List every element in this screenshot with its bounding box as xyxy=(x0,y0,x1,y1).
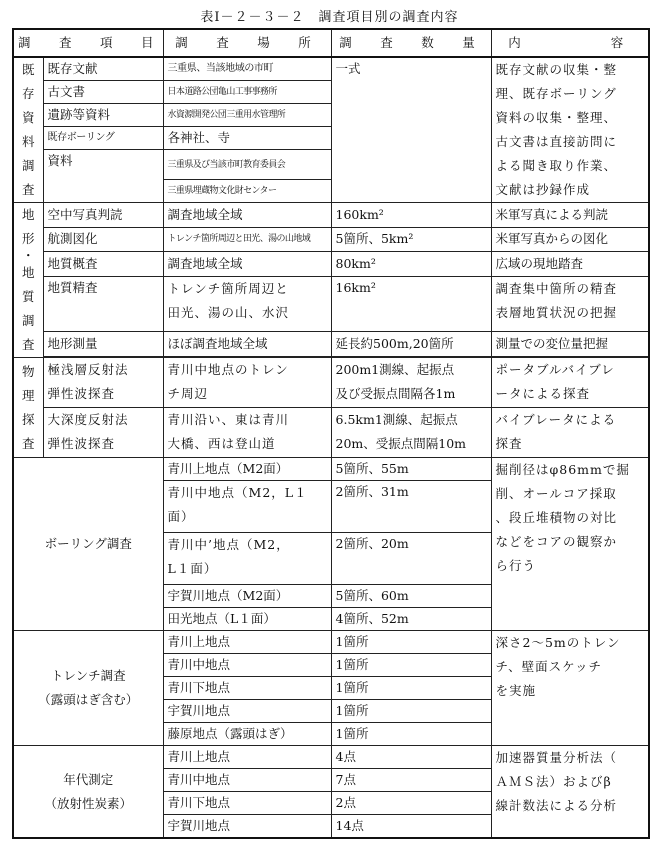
place-cell: 各神社、寺 xyxy=(163,127,331,150)
quantity-cell: 1箇所 xyxy=(331,654,491,677)
table-row xyxy=(13,358,649,408)
item-cell: 既存文献 xyxy=(43,57,163,81)
place-cell: 青川上地点 xyxy=(163,746,331,769)
place-cell: 日本道路公団亀山工事事務所 xyxy=(163,81,331,104)
quantity-cell: 5箇所、55m xyxy=(331,458,491,481)
item-cell: 古文書 xyxy=(43,81,163,104)
survey-table xyxy=(12,28,650,839)
place-cell: 青川上地点 xyxy=(163,631,331,654)
quantity-cell: 7点 xyxy=(331,769,491,792)
quantity-cell: 5箇所、60m xyxy=(331,585,491,608)
place-cell: 宇賀川地点（M2面） xyxy=(163,585,331,608)
content-cell: 米軍写真からの図化 xyxy=(491,227,649,252)
place-cell: トレンチ箇所周辺と 田光、湯の山、水沢 xyxy=(163,276,331,332)
quantity-cell: 16km² xyxy=(331,276,491,332)
item-cell: 航測図化 xyxy=(43,227,163,252)
place-cell: 三重県、当該地域の市町 xyxy=(163,57,331,81)
table-row xyxy=(13,408,649,458)
quantity-cell: 6.5km1測線、起振点 20m、受振点間隔10m xyxy=(331,408,491,458)
content-cell: バイブレータによる 探査 xyxy=(491,408,649,458)
table-row xyxy=(13,746,649,769)
category-kizon: 既 存 資 料 調 査 xyxy=(13,57,43,203)
quantity-cell: 2箇所、20m xyxy=(331,533,491,585)
category-butsuri: 物 理 探 査 xyxy=(13,358,43,458)
place-cell: ほぼ調査地域全域 xyxy=(163,332,331,357)
content-cell: 米軍写真による判読 xyxy=(491,203,649,228)
place-cell: 青川沿い、東は青川 大橋、西は登山道 xyxy=(163,408,331,458)
header-content: 内 容 xyxy=(491,29,649,57)
item-cell: 遺跡等資料 xyxy=(43,104,163,127)
quantity-cell: 4点 xyxy=(331,746,491,769)
place-cell: 田光地点（L１面） xyxy=(163,608,331,631)
place-cell: 宇賀川地点 xyxy=(163,815,331,839)
boring-label: ボーリング調査 xyxy=(13,458,163,631)
quantity-cell: 1箇所 xyxy=(331,700,491,723)
quantity-cell: 200m1測線、起振点 及び受振点間隔各1m xyxy=(331,358,491,408)
table-row xyxy=(13,458,649,481)
table-row xyxy=(13,203,649,228)
category-chikei: 地 形 ・ 地 質 調 査 xyxy=(13,203,43,358)
place-cell: 青川下地点 xyxy=(163,792,331,815)
place-cell: 青川中地点のトレン チ周辺 xyxy=(163,358,331,408)
quantity-cell: 5箇所、5km² xyxy=(331,227,491,252)
place-cell: 青川中地点 xyxy=(163,769,331,792)
quantity-cell: 1箇所 xyxy=(331,631,491,654)
content-cell: 測量での変位量把握 xyxy=(491,332,649,357)
place-cell: 三重県埋蔵物文化財センター xyxy=(163,180,331,203)
header-quantity: 調 査 数 量 xyxy=(331,29,491,57)
quantity-cell: 80km² xyxy=(331,252,491,277)
place-cell: 水資源開発公団三重用水管理所 xyxy=(163,104,331,127)
place-cell: 青川中地点 xyxy=(163,654,331,677)
table-row xyxy=(13,332,649,357)
item-cell: 地質精査 xyxy=(43,276,163,332)
content-cell: 掘削径はφ86mmで掘 削、オールコア採取 、段丘堆積物の対比 などをコアの観察か ら行う xyxy=(491,458,649,631)
place-cell: 調査地域全域 xyxy=(163,203,331,228)
header-row xyxy=(13,29,649,57)
table-title: 表Ⅰ－２－３－２ 調査項目別の調査内容 xyxy=(200,10,459,25)
place-cell: トレンチ箇所周辺と田光、湯の山地域 xyxy=(163,227,331,252)
quantity-cell: 4箇所、52m xyxy=(331,608,491,631)
trench-label: トレンチ調査 （露頭はぎ含む） xyxy=(13,631,163,746)
content-cell: ポータブルバイブレ ータによる探査 xyxy=(491,358,649,408)
quantity-cell: 1箇所 xyxy=(331,677,491,700)
header-place: 調 査 場 所 xyxy=(163,29,331,57)
place-cell: 青川中地点（M2，L１ 面） xyxy=(163,481,331,533)
item-cell: 空中写真判読 xyxy=(43,203,163,228)
table-row xyxy=(13,631,649,654)
place-cell: 青川中’地点（M2， L１面） xyxy=(163,533,331,585)
quantity-cell: 2点 xyxy=(331,792,491,815)
nendai-label: 年代測定 （放射性炭素） xyxy=(13,746,163,839)
place-cell: 青川上地点（M2面） xyxy=(163,458,331,481)
table-row xyxy=(13,252,649,277)
content-cell: 既存文献の収集・整 理、既存ボーリング 資料の収集・整理、 古文書は直接訪問に よる聞き取り作業、 文献は抄録作成 xyxy=(491,57,649,203)
quantity-cell: 一式 xyxy=(331,57,491,203)
place-cell: 藤原地点（露頭はぎ） xyxy=(163,723,331,746)
table-row xyxy=(13,57,649,81)
item-cell: 地質概査 xyxy=(43,252,163,277)
quantity-cell: 2箇所、31m xyxy=(331,481,491,533)
header-item: 調 査 項 目 xyxy=(13,29,163,57)
quantity-cell: 160km² xyxy=(331,203,491,228)
place-cell: 三重県及び当該市町教育委員会 xyxy=(163,150,331,180)
place-cell: 青川下地点 xyxy=(163,677,331,700)
item-cell: 極浅層反射法 弾性波探査 xyxy=(43,358,163,408)
item-cell: 大深度反射法 弾性波探査 xyxy=(43,408,163,458)
quantity-cell: 1箇所 xyxy=(331,723,491,746)
item-cell: 既存ボーリング xyxy=(43,127,163,150)
content-cell: 深さ2～5mのトレン チ、壁面スケッチ を実施 xyxy=(491,631,649,746)
quantity-cell: 14点 xyxy=(331,815,491,839)
place-cell: 宇賀川地点 xyxy=(163,700,331,723)
place-cell: 調査地域全域 xyxy=(163,252,331,277)
content-cell: 加速器質量分析法（ ＡＭＳ法）およびβ 線計数法による分析 xyxy=(491,746,649,839)
item-cell: 資料 xyxy=(43,150,163,203)
table-row xyxy=(13,227,649,252)
content-cell: 調査集中箇所の精査 表層地質状況の把握 xyxy=(491,276,649,332)
quantity-cell: 延長約500m,20箇所 xyxy=(331,332,491,357)
content-cell: 広域の現地踏査 xyxy=(491,252,649,277)
item-cell: 地形測量 xyxy=(43,332,163,357)
table-row xyxy=(13,276,649,332)
